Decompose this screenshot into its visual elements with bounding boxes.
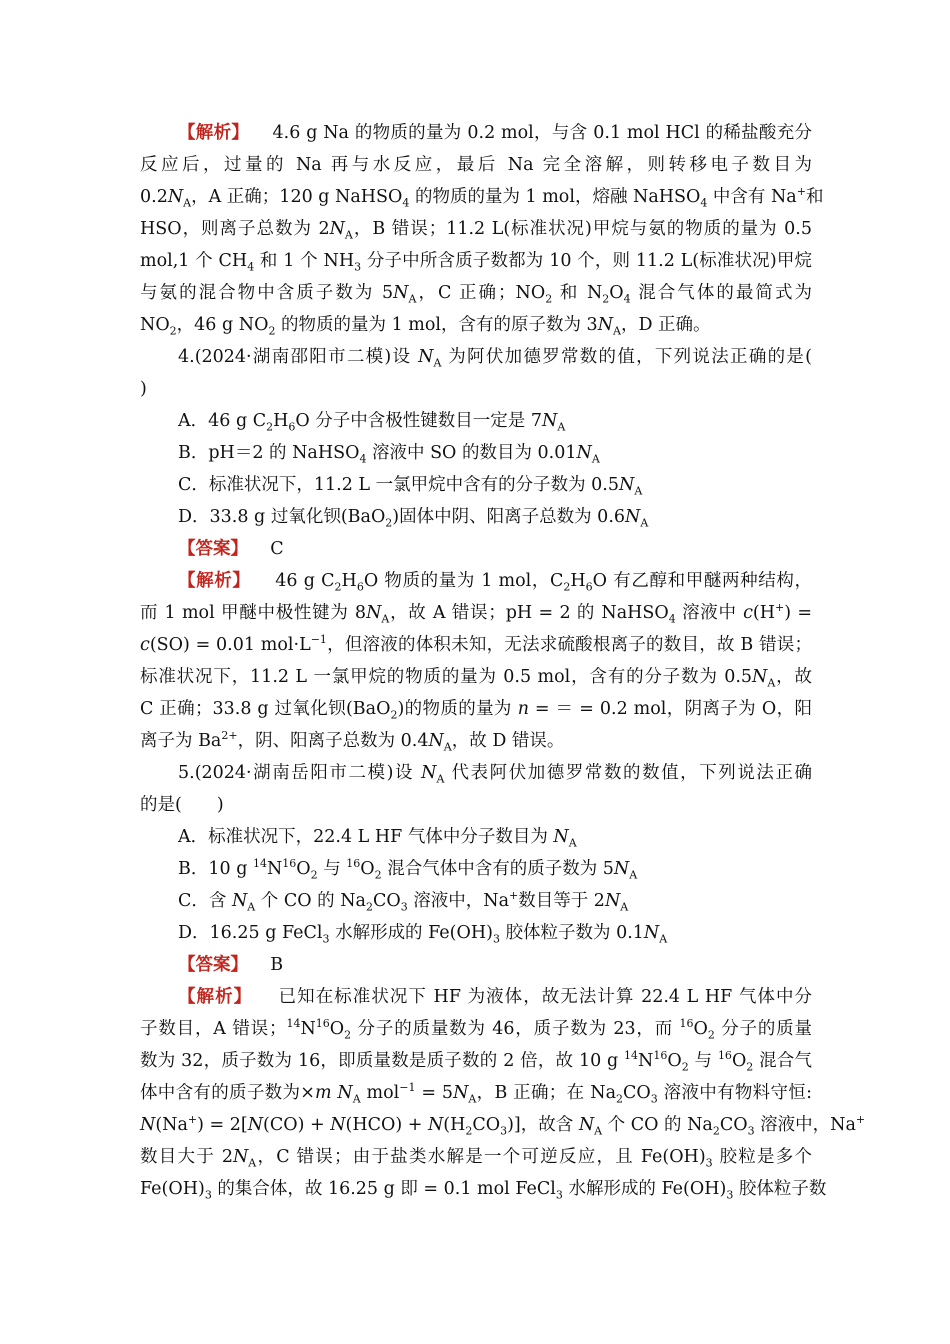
q4-analysis-line-6: 离子为 $Ba^{2+}$，阴、阳离子总数为 $0.4N_A$，故 D 错误。 [140,729,565,754]
analysis-tag: 【解析】 [178,571,251,591]
q5-analysis-line-6: 数目大于 $2N_A$，C 错误；由于盐类水解是一个可逆反应，且 $Fe(OH)_3$ 胶粒是多个 [140,1147,812,1170]
q5-analysis-line-5: $N(Na^+) = 2[N(CO) + N(HCO) + N(H_2CO_3)]$，故含 $N_A$ 个 CO 的 $Na_2CO_3$ 溶液中，Na+ [140,1113,866,1138]
q5-option-c: C．含 $N_A$ 个 CO 的 $Na_2CO_3$ 溶液中，Na+数目等于 $2N_A$ [178,889,629,914]
q4-option-b: B．pH＝2 的 NaHSO$_4$ 溶液中 SO 的数目为 $0.01N_A$ [178,443,600,466]
q5-analysis-line-2: 子数目，A 错误；$^{14}N^{16}O_2$ 分子的质量数为 46，质子数为 23，而 $^{16}O_2$ 分子的质量 [140,1017,813,1042]
q5-option-d: D．16.25 g FeCl$_3$ 水解形成的 $Fe(OH)_3$ 胶体粒子数为 $0.1N_A$ [178,923,668,946]
q4-analysis-line-2: 而 1 mol 甲醚中极性键为 $8N_A$，故 A 错误；pH = 2 的 NaHSO$_4$ 溶液中 c(H+) = [140,601,812,626]
q4-stem-line-1: 4.(2024·湖南邵阳市二模)设 $N_A$ 为阿伏加德罗常数的值，下列说法正确的是( [178,347,813,370]
q5-option-a: A．标准状况下，22.4 L HF 气体中分子数目为 $N_A$ [178,827,577,850]
q5-answer-value: B [270,955,284,975]
q4-answer-line [178,533,812,565]
q4-analysis-line-1: 【解析】 46 g $C_2H_6O$ 物质的量为 1 mol，$C_2H_6O$ 有乙醇和甲醚两种结构， [178,571,812,594]
q5-analysis-line-1: 【解析】 已知在标准状况下 HF 为液体，故无法计算 22.4 L HF 气体中分 [178,987,813,1007]
q3-analysis-line-7: $NO_2$，46 g $NO_2$ 的物质的量为 1 mol，含有的原子数为 $3N_A$，D 正确。 [140,315,711,338]
q4-option-a: A．46 g $C_2H_6O$ 分子中含极性键数目一定是 $7N_A$ [178,411,566,434]
q3-analysis-line-3: $0.2N_A$，A 正确；120 g NaHSO$_4$ 的物质的量为 1 mol，熔融 NaHSO$_4$ 中含有 Na+和 [140,185,824,210]
q4-analysis-line-3: c(SO) = 0.01 $mol\cdot L^{-1}$，但溶液的体积未知，无法求硫酸根离子的数目，故 B 错误； [140,633,813,655]
answer-tag: 【答案】 [178,955,248,975]
q3-analysis-line-2: 反应后，过量的 Na 再与水反应，最后 Na 完全溶解，则转移电子数目为 [140,155,812,175]
q3-analysis-line-6: 与氨的混合物中含质子数为 $5N_A$，C 正确；$NO_2$ 和 $N_2O_4$ 混合气体的最简式为 [140,283,812,306]
q5-answer-line [178,949,812,981]
q3-analysis-line-5: mol,1 个 $CH_4$ 和 1 个 $NH_3$ 分子中所含质子数都为 10 个，则 11.2 L(标准状况)甲烷 [140,251,812,274]
answer-tag: 【答案】 [178,539,248,559]
q5-analysis-line-4: 体中含有的质子数为×m $N_A$ $mol^{-1} = 5N_A$，B 正确；在 $Na_2CO_3$ 溶液中有物料守恒: [140,1081,812,1106]
q5-analysis-line-7: $Fe(OH)_3$ 的集合体，故 16.25 g 即 = 0.1 mol FeCl$_3$ 水解形成的 $Fe(OH)_3$ 胶体粒子数 [140,1179,827,1202]
q4-stem-line-2: ) [140,379,147,399]
q4-option-c: C．标准状况下，11.2 L 一氯甲烷中含有的分子数为 $0.5N_A$ [178,475,643,498]
analysis-tag: 【解析】 [178,987,253,1007]
q4-option-d: D．33.8 g 过氧化钡(BaO$_2$)固体中阴、阳离子总数为 $0.6N_A$ [178,507,649,530]
q5-analysis-line-3: 数为 32，质子数为 16，即质量数是质子数的 2 倍，故 10 g $^{14}N^{16}O_2$ 与 $^{16}O_2$ 混合气 [140,1049,812,1074]
q3-analysis-line-1: 【解析】 4.6 g Na 的物质的量为 0.2 mol，与含 0.1 mol HCl 的稀盐酸充分 [178,123,813,143]
q4-analysis-line-5: C 正确；33.8 g 过氧化钡(BaO$_2$)的物质的量为 n = ＝ = 0.2 mol，阴离子为 O，阳 [140,699,812,722]
analysis-tag: 【解析】 [178,123,250,143]
q5-stem-line-1: 5.(2024·湖南岳阳市二模)设 $N_A$ 代表阿伏加德罗常数的数值，下列说法正确 [178,763,813,786]
q5-option-b: B．10 g $^{14}N^{16}O_2$ 与 $^{16}O_2$ 混合气体中含有的质子数为 $5N_A$ [178,857,638,882]
q3-analysis-line-4: HSO，则离子总数为 $2N_A$，B 错误；11.2 L(标准状况)甲烷与氨的物质的量为 0.5 [140,219,812,242]
q5-stem-line-2: 的是( ) [140,795,224,815]
q4-analysis-line-4: 标准状况下，11.2 L 一氯甲烷的物质的量为 0.5 mol，含有的分子数为 $0.5N_A$，故 [140,667,812,690]
q4-answer-value: C [270,539,284,559]
